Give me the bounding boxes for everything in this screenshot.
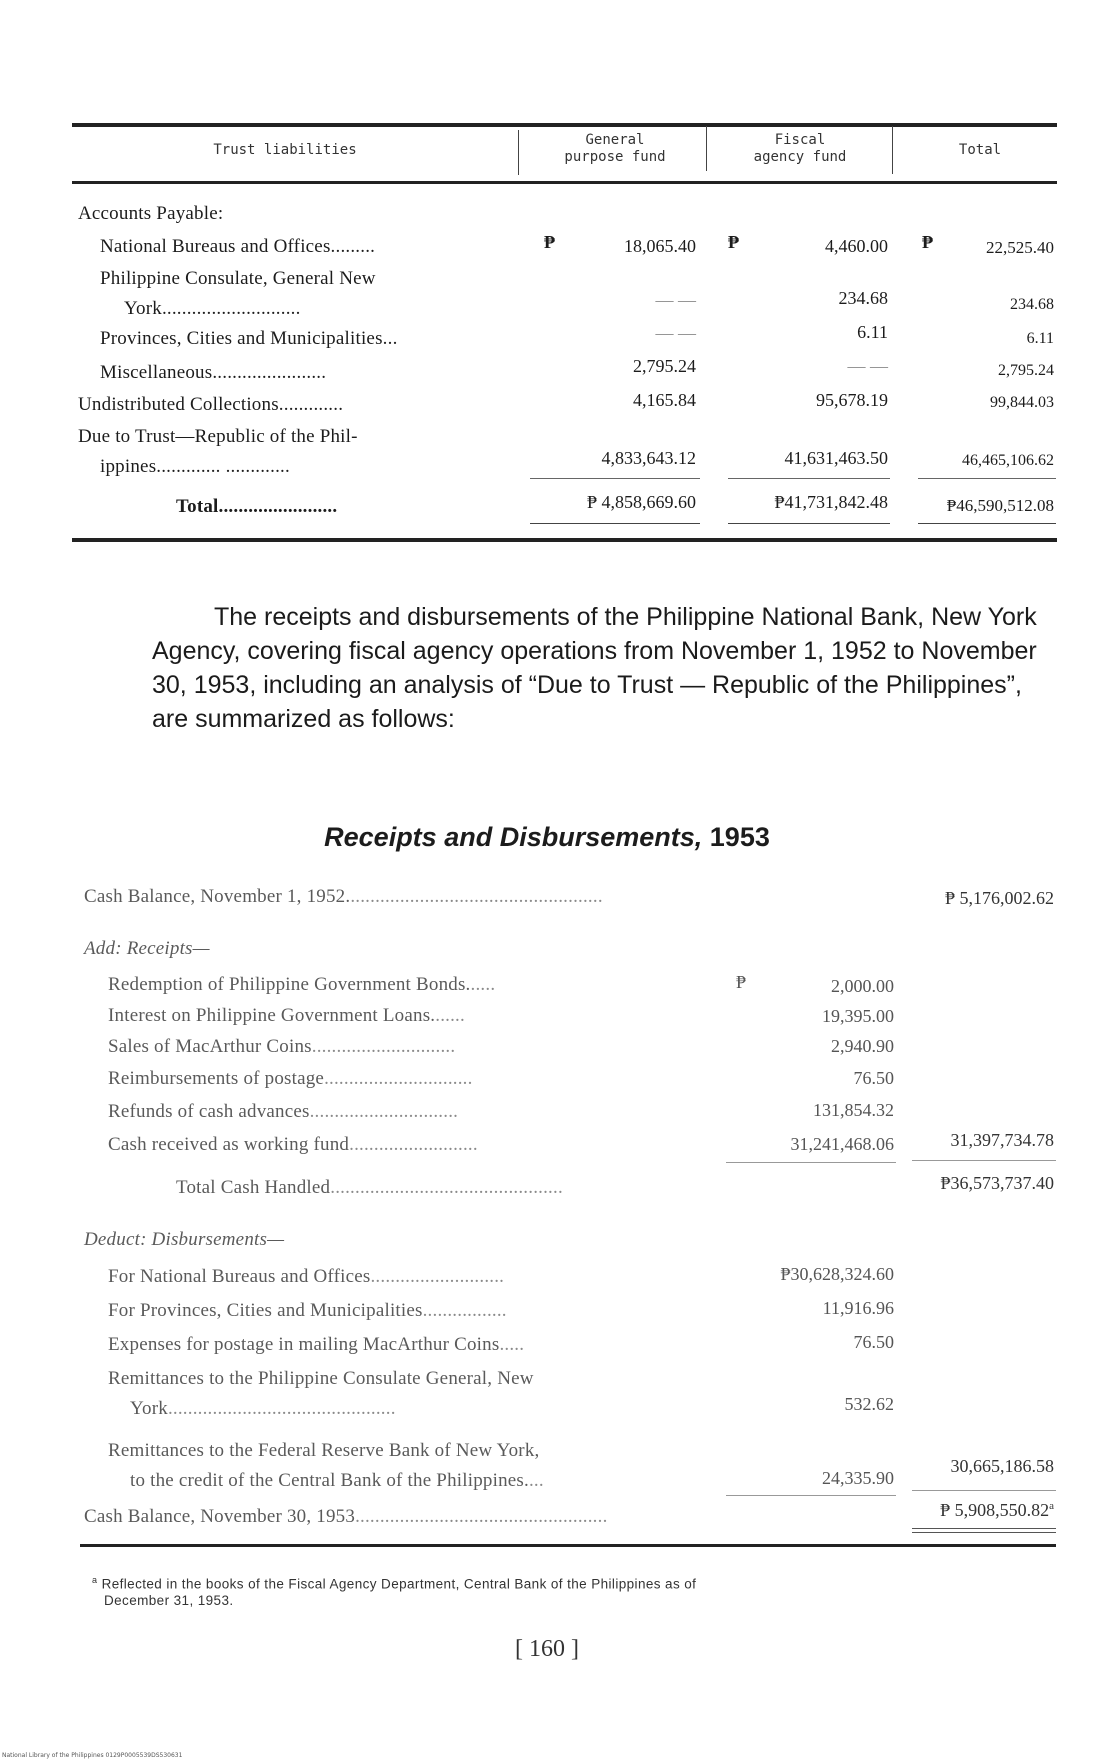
closing-balance-label: Cash Balance, November 30, 1953................................................... bbox=[84, 1506, 608, 1527]
opening-balance-label: Cash Balance, November 1, 1952.................................................... bbox=[84, 886, 603, 907]
general-value: 4,165.84 bbox=[633, 390, 696, 410]
receipt-value: 76.50 bbox=[853, 1068, 894, 1088]
row-label: National Bureaus and Offices......... bbox=[100, 236, 376, 257]
grand-total: ₱46,590,512.08 bbox=[946, 496, 1054, 515]
subtotal-rule bbox=[912, 1490, 1056, 1491]
disbursement-value: 532.62 bbox=[844, 1394, 894, 1414]
header-fiscal-agency-fund: Fiscal agency fund bbox=[753, 132, 847, 165]
row-label: Miscellaneous....................... bbox=[100, 362, 327, 383]
column-divider bbox=[706, 126, 707, 171]
receipt-item: Refunds of cash advances.............................. bbox=[108, 1101, 459, 1122]
total-double-rule bbox=[530, 523, 700, 524]
general-total: ₱ 4,858,669.60 bbox=[586, 492, 696, 512]
receipt-item: Reimbursements of postage.............................. bbox=[108, 1068, 473, 1089]
fiscal-total: ₱41,731,842.48 bbox=[774, 492, 888, 512]
peso-sign: ₱ bbox=[728, 232, 739, 252]
closing-balance-value: ₱ 5,908,550.82$^a$ bbox=[940, 1500, 1054, 1520]
disbursement-item: Remittances to the Philippine Consulate General, New bbox=[108, 1368, 534, 1389]
disbursement-value: ₱30,628,324.60 bbox=[780, 1264, 894, 1284]
disbursements-subtotal: 30,665,186.58 bbox=[950, 1456, 1054, 1476]
total-value: 234.68 bbox=[1010, 296, 1054, 313]
disbursement-value: 76.50 bbox=[853, 1332, 894, 1352]
subtotal-rule bbox=[530, 478, 700, 479]
peso-sign: ₱ bbox=[922, 232, 933, 252]
total-cash-handled-label: Total Cash Handled............................................... bbox=[176, 1177, 563, 1198]
footnote: $^a$ Reflected in the books of the Fiscal Agency Department, Central Bank of the Philippines as of December 31, 1953. bbox=[92, 1575, 697, 1608]
closing-double-rule bbox=[912, 1532, 1056, 1533]
total-value: 6.11 bbox=[1026, 330, 1054, 347]
column-divider bbox=[518, 130, 519, 175]
receipt-item: Sales of MacArthur Coins............................. bbox=[108, 1036, 456, 1057]
peso-sign: ₱ bbox=[544, 232, 555, 252]
disbursement-item: For Provinces, Cities and Municipalities................. bbox=[108, 1300, 507, 1321]
total-cash-handled-value: ₱36,573,737.40 bbox=[940, 1173, 1054, 1193]
row-label-continued: ippines............. ............. bbox=[100, 456, 290, 477]
fiscal-value: — — bbox=[847, 356, 888, 376]
disbursement-item: For National Bureaus and Offices........................... bbox=[108, 1266, 505, 1287]
total-double-rule bbox=[728, 523, 890, 524]
header-general-purpose-fund: General purpose fund bbox=[564, 132, 666, 165]
general-value: — — bbox=[655, 323, 696, 343]
table-bottom-rule bbox=[72, 538, 1057, 542]
disbursement-item: Expenses for postage in mailing MacArthur Coins..... bbox=[108, 1334, 525, 1355]
receipt-value: 31,241,468.06 bbox=[790, 1134, 894, 1154]
section-heading-text: Receipts and Disbursements, bbox=[324, 822, 703, 852]
library-watermark: National Library of the Philippines 0129P0005539DS530631 bbox=[2, 1752, 183, 1759]
disbursement-item-continued: to the credit of the Central Bank of the Philippines.... bbox=[130, 1470, 544, 1491]
row-label: Undistributed Collections............. bbox=[78, 394, 344, 415]
row-label: Due to Trust—Republic of the Phil- bbox=[78, 426, 358, 447]
receipt-item: Interest on Philippine Government Loans....... bbox=[108, 1005, 465, 1026]
fiscal-value: 234.68 bbox=[838, 288, 888, 308]
header-trust-liabilities: Trust liabilities bbox=[213, 142, 357, 158]
general-value: 4,833,643.12 bbox=[601, 448, 696, 468]
accounts-payable-heading: Accounts Payable: bbox=[78, 203, 224, 224]
deduct-disbursements-heading: Deduct: Disbursements— bbox=[84, 1229, 285, 1250]
general-value: 2,795.24 bbox=[633, 356, 696, 376]
total-value: 2,795.24 bbox=[998, 362, 1054, 379]
receipt-value: 2,000.00 bbox=[831, 976, 894, 996]
total-value: 99,844.03 bbox=[990, 394, 1054, 411]
disbursement-item: Remittances to the Federal Reserve Bank of New York, bbox=[108, 1440, 540, 1461]
fiscal-value: 6.11 bbox=[857, 322, 888, 342]
disbursement-value: 11,916.96 bbox=[822, 1298, 894, 1318]
row-label: Philippine Consulate, General New bbox=[100, 268, 376, 289]
fiscal-value: 41,631,463.50 bbox=[784, 448, 888, 468]
closing-double-rule bbox=[912, 1528, 1056, 1529]
column-divider bbox=[892, 126, 893, 174]
receipt-item: Cash received as working fund.......................... bbox=[108, 1134, 478, 1155]
disbursement-value: 24,335.90 bbox=[822, 1468, 894, 1488]
receipts-subtotal: 31,397,734.78 bbox=[950, 1130, 1054, 1150]
receipt-value: 2,940.90 bbox=[831, 1036, 894, 1056]
total-double-rule bbox=[918, 523, 1056, 524]
statement-bottom-rule bbox=[80, 1544, 1056, 1547]
subtotal-rule bbox=[726, 1162, 896, 1163]
page-number: [ 160 ] bbox=[515, 1636, 579, 1662]
subtotal-rule bbox=[728, 478, 890, 479]
row-label-continued: York............................ bbox=[124, 298, 301, 319]
subtotal-rule bbox=[912, 1160, 1056, 1161]
fiscal-value: 4,460.00 bbox=[825, 236, 888, 256]
row-label: Provinces, Cities and Municipalities... bbox=[100, 328, 398, 349]
header-total: Total bbox=[958, 142, 1002, 158]
total-label: Total........................ bbox=[176, 496, 338, 517]
add-receipts-heading: Add: Receipts— bbox=[84, 938, 210, 959]
subtotal-rule bbox=[918, 478, 1056, 479]
total-value: 46,465,106.62 bbox=[962, 452, 1054, 469]
peso-sign: ₱ bbox=[736, 972, 747, 992]
header-bottom-rule bbox=[72, 181, 1057, 184]
section-heading bbox=[0, 822, 1094, 853]
general-value: — — bbox=[655, 290, 696, 310]
table-top-rule bbox=[72, 123, 1057, 127]
summary-paragraph: The receipts and disbursements of the Philippine National Bank, New York Agency, covering fiscal agency operations from November 1, 1952 to November 30, 1953, including an analysis of “Due to Trust — Republic of the Philippines”, are summarized as follows: bbox=[152, 603, 1037, 733]
general-value: 18,065.40 bbox=[624, 236, 696, 256]
disbursement-item-continued: York.............................................. bbox=[130, 1398, 396, 1419]
receipt-value: 19,395.00 bbox=[822, 1006, 894, 1026]
section-heading-year: 1953 bbox=[709, 822, 770, 852]
receipt-item: Redemption of Philippine Government Bonds...... bbox=[108, 974, 496, 995]
total-value: 22,525.40 bbox=[986, 238, 1054, 257]
receipt-value: 131,854.32 bbox=[813, 1100, 894, 1120]
opening-balance-value: ₱ 5,176,002.62 bbox=[944, 888, 1054, 908]
subtotal-rule bbox=[726, 1495, 896, 1496]
fiscal-value: 95,678.19 bbox=[816, 390, 888, 410]
